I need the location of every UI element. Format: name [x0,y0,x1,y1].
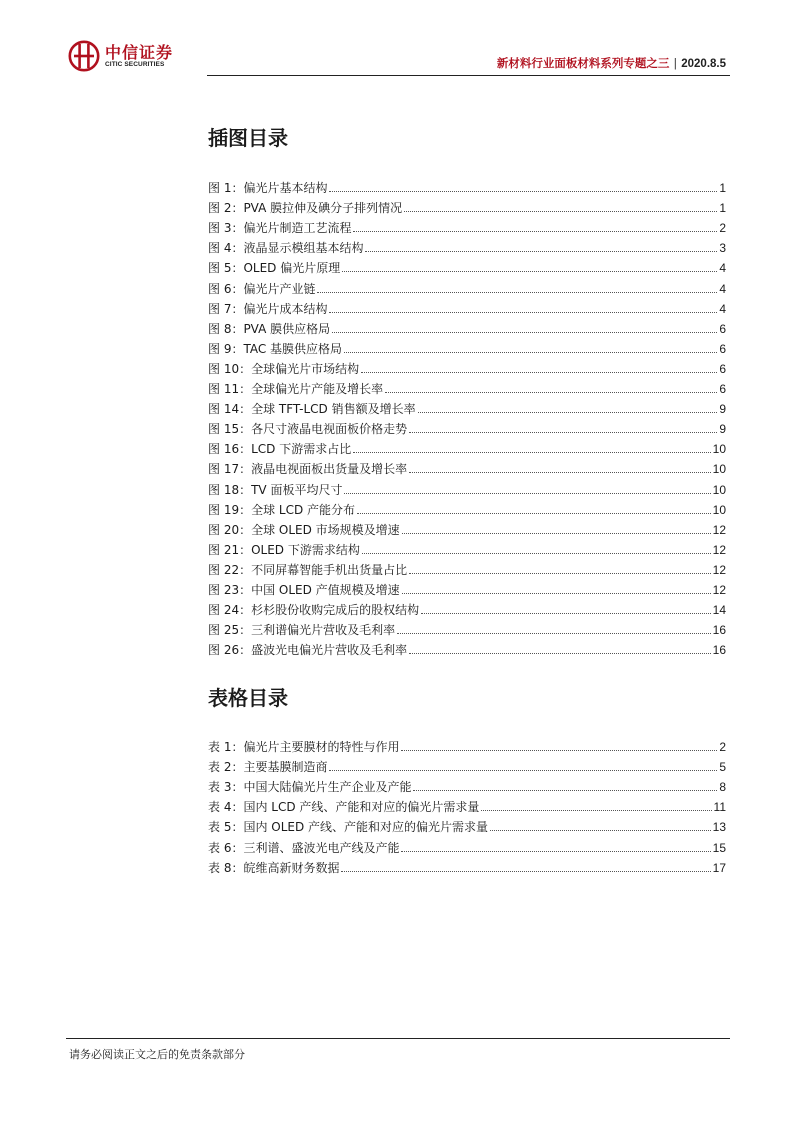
toc-dot-leader [409,652,711,654]
toc-dot-leader [353,451,710,453]
footer-disclaimer: 请务必阅读正文之后的免责条款部分 [69,1048,245,1061]
tables-toc-title: 表格目录 [208,686,288,710]
toc-entry[interactable] [208,637,726,657]
toc-dot-leader [413,789,717,791]
toc-dot-leader [418,411,718,413]
toc-dot-leader [329,769,717,771]
toc-entry-label: 图 1：偏光片基本结构 [208,181,328,196]
toc-entry[interactable] [208,814,726,834]
toc-entry-label: 表 3：中国大陆偏光片生产企业及产能 [208,780,412,795]
toc-entry-label: 图 11：全球偏光片产能及增长率 [208,382,384,397]
toc-entry[interactable] [208,255,726,275]
toc-entry-label: 图 15：各尺寸液晶电视面板价格走势 [208,422,408,437]
toc-dot-leader [317,291,717,293]
toc-entry[interactable] [208,834,726,854]
toc-entry-page: 10 [712,462,726,477]
toc-entry[interactable] [208,754,726,774]
header-rule [207,75,730,76]
citic-logo-icon [68,40,100,72]
figures-toc-title: 插图目录 [208,126,288,150]
header-separator: | [673,56,678,70]
toc-entry-page: 16 [712,623,726,638]
toc-dot-leader [332,331,717,333]
toc-entry-label: 图 3：偏光片制造工艺流程 [208,221,352,236]
toc-entry-page: 11 [713,800,726,815]
toc-entry-page: 10 [712,502,726,517]
toc-dot-leader [490,829,711,831]
toc-entry-label: 图 5：OLED 偏光片原理 [208,261,341,276]
toc-entry[interactable] [208,175,726,195]
toc-entry-page: 6 [719,382,726,397]
toc-dot-leader [329,190,717,192]
toc-entry-label: 表 1：偏光片主要膜材的特性与作用 [208,740,400,755]
report-date: 2020.8.5 [681,58,726,70]
toc-entry-label: 图 23：中国 OLED 产值规模及增速 [208,582,400,597]
toc-entry[interactable] [208,517,726,537]
toc-entry[interactable] [208,356,726,376]
toc-entry[interactable] [208,215,726,235]
toc-dot-leader [402,592,711,594]
toc-entry-page: 4 [719,301,726,316]
toc-entry-page: 12 [712,542,726,557]
toc-dot-leader [341,870,710,872]
toc-entry[interactable] [208,396,726,416]
logo-english-name: CITIC SECURITIES [105,60,165,68]
toc-entry-label: 图 9：TAC 基膜供应格局 [208,341,343,356]
toc-entry[interactable] [208,734,726,754]
toc-entry-label: 表 2：主要基膜制造商 [208,760,328,775]
toc-dot-leader [481,809,711,811]
toc-dot-leader [401,749,717,751]
toc-entry[interactable] [208,275,726,295]
series-title: 新材料行业面板材料系列专题之三 [496,56,670,70]
toc-entry[interactable] [208,416,726,436]
toc-entry-label: 图 7：偏光片成本结构 [208,301,328,316]
toc-entry-page: 6 [719,361,726,376]
toc-entry[interactable] [208,537,726,557]
toc-entry-page: 1 [719,181,726,196]
toc-entry-page: 4 [719,281,726,296]
report-header [497,56,726,71]
toc-entry-label: 表 5：国内 OLED 产线、产能和对应的偏光片需求量 [208,820,489,835]
figures-toc-list [208,175,726,657]
toc-entry-label: 图 22：不同屏幕智能手机出货量占比 [208,562,408,577]
toc-entry-label: 图 21：OLED 下游需求结构 [208,542,360,557]
toc-entry-label: 图 17：液晶电视面板出货量及增长率 [208,462,408,477]
toc-entry-page: 1 [719,201,726,216]
toc-entry[interactable] [208,497,726,517]
toc-dot-leader [409,572,711,574]
toc-entry-page: 5 [719,760,726,775]
toc-entry[interactable] [208,195,726,215]
toc-entry-page: 9 [719,402,726,417]
toc-dot-leader [344,492,710,494]
toc-entry[interactable] [208,617,726,637]
toc-entry-label: 图 14：全球 TFT-LCD 销售额及增长率 [208,402,416,417]
toc-dot-leader [342,270,717,272]
toc-entry[interactable] [208,476,726,496]
toc-entry-page: 6 [719,321,726,336]
toc-dot-leader [409,431,717,433]
toc-entry[interactable] [208,456,726,476]
toc-entry-page: 10 [712,442,726,457]
toc-dot-leader [409,471,711,473]
toc-dot-leader [357,512,711,514]
toc-entry-label: 图 18：TV 面板平均尺寸 [208,482,343,497]
toc-entry-label: 图 26：盛波光电偏光片营收及毛利率 [208,643,408,658]
toc-dot-leader [353,230,717,232]
toc-entry-page: 12 [712,562,726,577]
footer-rule [66,1038,730,1039]
toc-dot-leader [421,612,711,614]
toc-entry-page: 17 [712,860,726,875]
toc-entry[interactable] [208,296,726,316]
toc-entry[interactable] [208,336,726,356]
toc-dot-leader [402,532,711,534]
toc-entry-page: 12 [712,582,726,597]
toc-entry-page: 8 [719,780,726,795]
toc-entry[interactable] [208,577,726,597]
toc-entry-page: 9 [719,422,726,437]
toc-dot-leader [404,210,717,212]
toc-entry[interactable] [208,376,726,396]
toc-entry-page: 14 [712,603,726,618]
toc-dot-leader [397,632,711,634]
toc-entry[interactable] [208,235,726,255]
toc-entry-label: 图 16：LCD 下游需求占比 [208,442,352,457]
toc-dot-leader [344,351,717,353]
toc-entry-page: 16 [712,643,726,658]
toc-entry-label: 表 6：三利谱、盛波光电产线及产能 [208,840,400,855]
toc-entry-page: 4 [719,261,726,276]
toc-entry[interactable] [208,774,726,794]
toc-entry[interactable] [208,316,726,336]
toc-entry-label: 表 4：国内 LCD 产线、产能和对应的偏光片需求量 [208,800,480,815]
toc-entry[interactable] [208,597,726,617]
toc-entry-page: 10 [712,482,726,497]
toc-entry[interactable] [208,794,726,814]
toc-entry-label: 图 2：PVA 膜拉伸及碘分子排列情况 [208,201,403,216]
logo-chinese-name: 中信证券 [105,42,174,62]
toc-entry[interactable] [208,855,726,875]
toc-entry[interactable] [208,557,726,577]
toc-entry-label: 图 24：杉杉股份收购完成后的股权结构 [208,603,420,618]
toc-entry-label: 图 6：偏光片产业链 [208,281,316,296]
toc-entry-label: 图 10：全球偏光片市场结构 [208,361,360,376]
toc-entry-page: 12 [712,522,726,537]
toc-dot-leader [361,371,717,373]
toc-entry-page: 15 [712,840,726,855]
toc-dot-leader [365,250,717,252]
tables-toc-list [208,734,726,875]
toc-entry[interactable] [208,436,726,456]
company-logo [68,40,173,72]
toc-entry-page: 2 [719,740,726,755]
toc-entry-label: 图 25：三利谱偏光片营收及毛利率 [208,623,396,638]
toc-entry-label: 表 8：皖维高新财务数据 [208,860,340,875]
toc-entry-label: 图 8：PVA 膜供应格局 [208,321,331,336]
toc-entry-page: 2 [719,221,726,236]
toc-dot-leader [362,552,711,554]
toc-entry-label: 图 4：液晶显示模组基本结构 [208,241,364,256]
toc-entry-page: 6 [719,341,726,356]
toc-dot-leader [401,850,710,852]
toc-dot-leader [385,391,717,393]
toc-dot-leader [329,311,717,313]
toc-entry-page: 3 [719,241,726,256]
toc-entry-label: 图 19：全球 LCD 产能分布 [208,502,356,517]
toc-entry-label: 图 20：全球 OLED 市场规模及增速 [208,522,400,537]
toc-entry-page: 13 [712,820,726,835]
